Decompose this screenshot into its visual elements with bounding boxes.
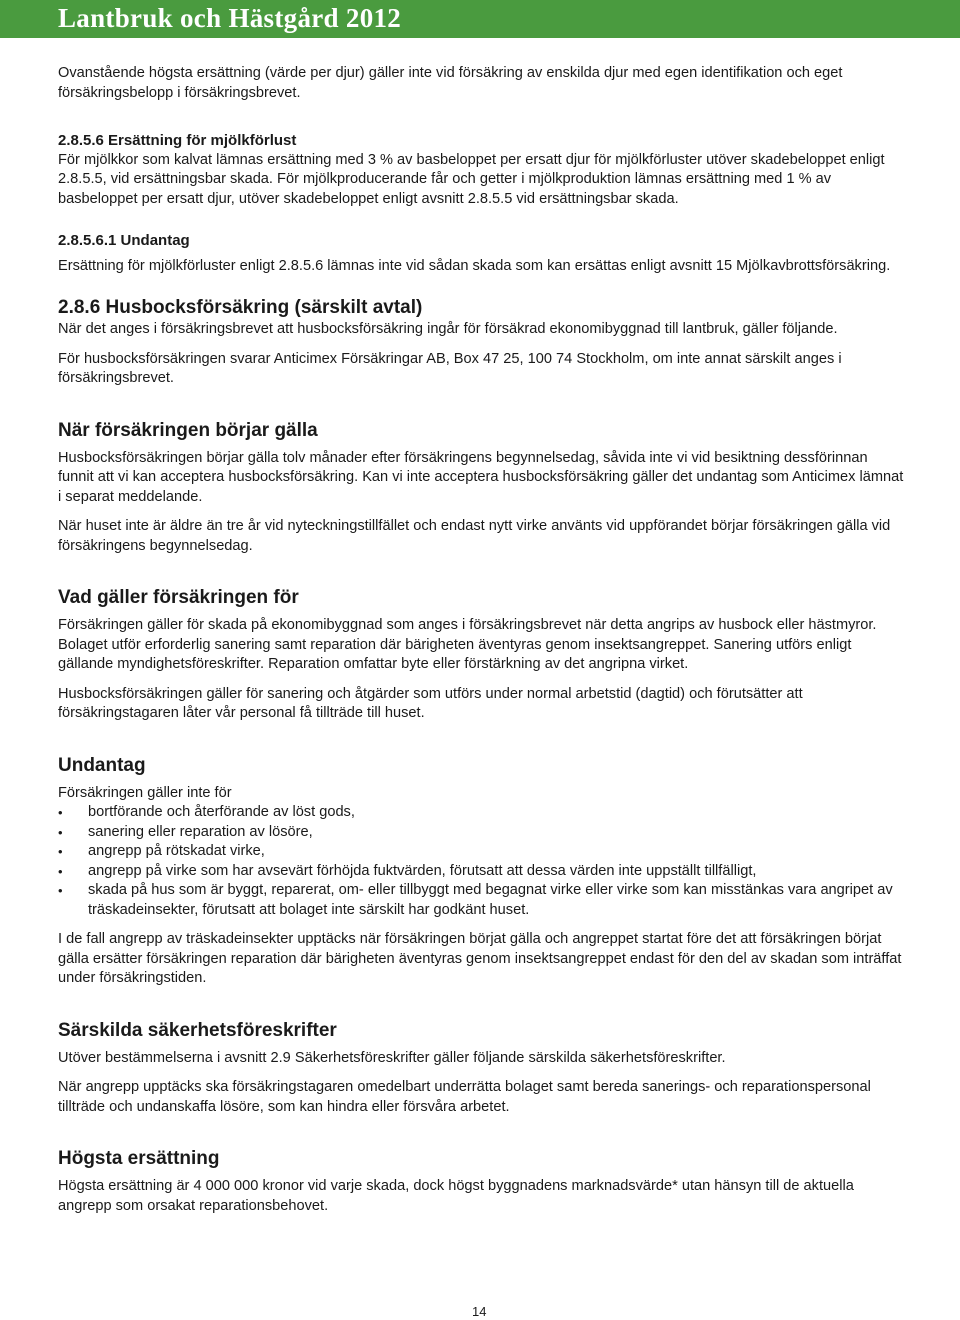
section-paragraph: När det anges i försäkringsbrevet att husbocksförsäkring ingår för försäkrad ekonomibyggnad till lantbruk, gäller följande. — [58, 321, 838, 337]
section-heading: Undantag — [58, 754, 146, 776]
list-item — [58, 803, 904, 823]
title-banner — [0, 0, 960, 38]
section-paragraph: Husbocksförsäkringen gäller för sanering och åtgärder som utförs under normal arbetstid (dagtid) och förutsätter att försäkringstagaren låter vår personal få tillträde till huset. — [58, 685, 803, 721]
section-heading: 2.8.5.6 Ersättning för mjölkförlust — [58, 132, 297, 149]
section-paragraph: För mjölkkor som kalvat lämnas ersättning med 3 % av basbeloppet per ersatt djur för mjölkförluster utöver skadebeloppet enligt 2.8.5.5, vid ersättningsbar skada. För mjölkproducerande får och getter i mjölkproduktion lämnas ersättning med 1 % av basbeloppet per ersatt djur, utöver skadebeloppet enligt avsnitt 2.8.5.5 vid ersättningsbar skada. — [58, 151, 885, 207]
list-item-text: skada på hus som är byggt, reparerat, om- eller tillbyggt med begagnat virke eller virke som kan misstänkas vara angripet av träskadeinsekter, förutsatt att bolaget inte särskilt har godkänt huset. — [88, 882, 893, 918]
section-paragraph: När huset inte är äldre än tre år vid nyteckningstillfället och endast nytt virke använts vid uppförandet börjar försäkringen gälla vid försäkringens begynnelsedag. — [58, 518, 891, 554]
bullet-icon: • — [58, 824, 63, 840]
list-item-text: sanering eller reparation av lösöre, — [88, 823, 313, 840]
bullet-icon: • — [58, 805, 63, 820]
section-paragraph: Utöver bestämmelserna i avsnitt 2.9 Säkerhetsföreskrifter gäller följande särskilda säkerhetsföreskrifter. — [58, 1049, 726, 1066]
list-item — [58, 881, 904, 920]
section-max-compensation — [58, 1147, 904, 1216]
bullet-icon: • — [58, 883, 63, 898]
section-heading: Högsta ersättning — [58, 1148, 220, 1169]
section-start — [58, 419, 904, 557]
section-paragraph: Högsta ersättning är 4 000 000 kronor vid varje skada, dock högst byggnadens marknadsvärde* utan hänsyn till de aktuella angrepp som orsakat reparationsbehovet. — [58, 1178, 854, 1214]
section-2-8-5-6-1 — [58, 231, 904, 276]
exceptions-lead: Försäkringen gäller inte för — [58, 784, 232, 801]
section-heading: 2.8.5.6.1 Undantag — [58, 232, 190, 249]
list-item-text: angrepp på rötskadat virke, — [88, 843, 265, 859]
section-paragraph: När angrepp upptäcks ska försäkringstagaren omedelbart underrätta bolaget samt bereda sanerings- och reparationspersonal tillträde och undanskaffa lösöre, som kan hindra eller försvåra arbetet. — [58, 1079, 871, 1115]
list-item-text: angrepp på virke som har avsevärt förhöjda fuktvärden, förutsatt att dessa värden inte uppställt tillfälligt, — [88, 862, 757, 879]
exceptions-list — [58, 803, 904, 920]
list-item-text: bortförande och återförande av löst gods, — [88, 804, 355, 820]
list-item — [58, 842, 904, 862]
section-paragraph: För husbocksförsäkringen svarar Anticimex Försäkringar AB, Box 47 25, 100 74 Stockholm, om inte annat särskilt anges i försäkringsbrevet. — [58, 350, 842, 386]
section-2-8-6 — [58, 296, 904, 389]
document-title: Lantbruk och Hästgård 2012 — [58, 3, 402, 33]
page-number: 14 — [472, 1304, 487, 1319]
intro-paragraph: Ovanstående högsta ersättning (värde per djur) gäller inte vid försäkring av enskilda djur med egen identifikation och eget försäkringsbelopp i försäkringsbrevet. — [58, 65, 843, 101]
section-2-8-5-6 — [58, 131, 904, 209]
section-heading: 2.8.6 Husbocksförsäkring (särskilt avtal) — [58, 297, 423, 318]
section-heading: Särskilda säkerhetsföreskrifter — [58, 1019, 337, 1041]
bullet-icon: • — [58, 844, 63, 859]
section-exceptions — [58, 754, 904, 989]
section-covers — [58, 586, 904, 724]
list-item — [58, 862, 904, 882]
section-paragraph: Ersättning för mjölkförluster enligt 2.8.5.6 lämnas inte vid sådan skada som kan ersättas enligt avsnitt 15 Mjölkavbrottsförsäkring. — [58, 257, 891, 274]
section-paragraph: I de fall angrepp av träskadeinsekter upptäcks när försäkringen börjat gälla och angreppet startat före det att försäkringen börjat gälla ersätter försäkringen reparation där bärigheten äventyras genom insektsangreppet endast för den del av skadan som inträffat under försäkringstiden. — [58, 931, 902, 986]
bullet-icon: • — [58, 863, 63, 879]
page-content — [58, 64, 904, 1216]
section-heading: Vad gäller försäkringen för — [58, 587, 299, 608]
section-paragraph: Husbocksförsäkringen börjar gälla tolv månader efter försäkringens begynnelsedag, såvida inte vi vid besiktning dessförinnan funnit att vi kan acceptera husbocksförsäkring. Kan vi inte acceptera husbocksförsäkring gäller det undantag som Anticimex lämnat i separat meddelande. — [58, 449, 904, 505]
section-safety — [58, 1019, 904, 1118]
section-heading: När försäkringen börjar gälla — [58, 419, 318, 441]
section-paragraph: Försäkringen gäller för skada på ekonomibyggnad som anges i försäkringsbrevet när detta angrips av husbock eller hästmyror. Bolaget utför erforderlig sanering samt reparation där bärigheten äventyras genom insektsangreppet. Sanering utförs enligt gällande myndighetsföreskrifter. Reparation omfattar byte eller förstärkning av det angripna virket. — [58, 617, 877, 672]
list-item — [58, 823, 904, 843]
